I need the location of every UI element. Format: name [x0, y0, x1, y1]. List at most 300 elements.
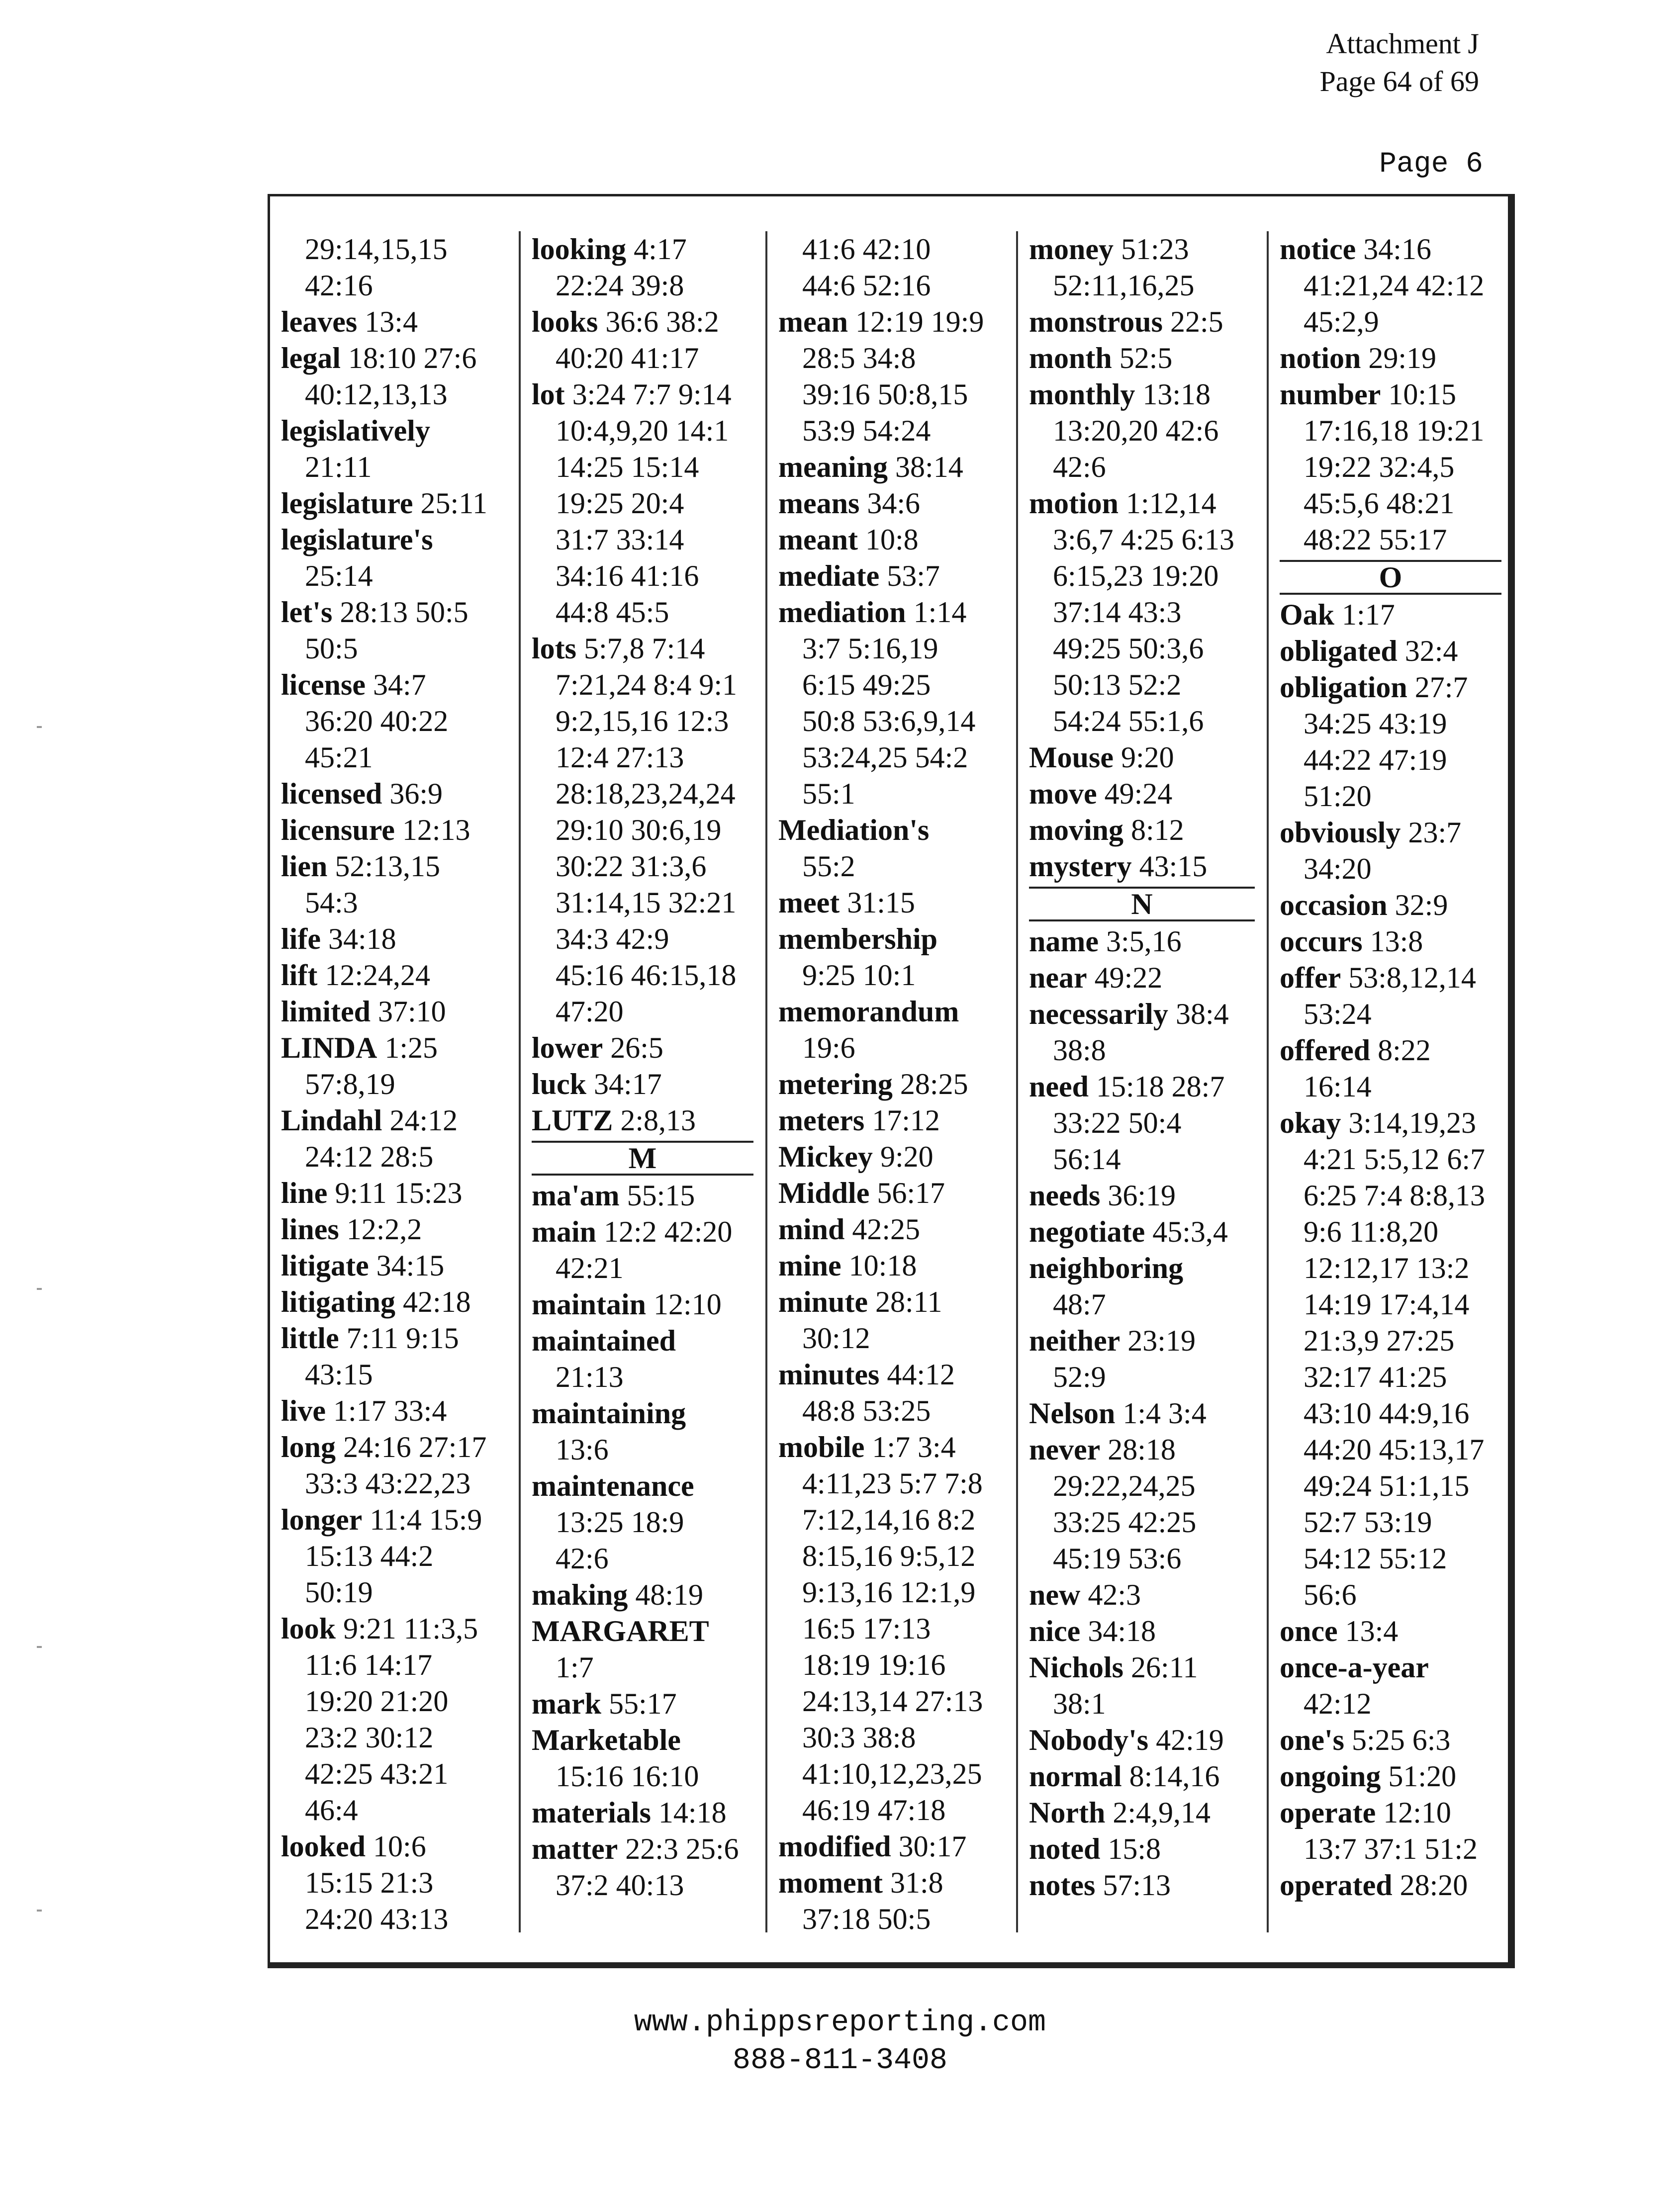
entry-refs: 17:16,18 19:21 [1304, 414, 1485, 447]
entry-refs: 46:19 47:18 [802, 1794, 946, 1826]
index-entry [778, 885, 1014, 921]
entry-refs: 34:18 [1080, 1615, 1156, 1647]
entry-refs: 49:24 51:1,15 [1304, 1469, 1470, 1502]
index-entry [1029, 1178, 1264, 1214]
index-entry [1280, 887, 1510, 923]
index-entry [281, 522, 512, 594]
index-entry [1029, 1649, 1264, 1722]
entry-refs: 42:6 [1053, 451, 1106, 483]
entry-refs: 52:7 53:19 [1304, 1506, 1432, 1539]
margin-mark [37, 1646, 42, 1648]
entry-refs: 36:6 38:2 [598, 305, 719, 338]
index-entry [1029, 1577, 1264, 1613]
index-entry [778, 485, 1014, 522]
entry-word: MARGARET [532, 1615, 709, 1647]
entry-refs: 51:20 [1381, 1760, 1457, 1793]
entry-refs: 13:25 18:9 [556, 1506, 684, 1539]
entry-refs: 31:7 33:14 [556, 523, 684, 556]
entry-refs: 44:20 45:13,17 [1304, 1433, 1485, 1466]
entry-refs: 29:14,15,15 [305, 233, 448, 266]
index-entry [1280, 1758, 1510, 1795]
index-entry [532, 1468, 762, 1577]
index-entry [778, 522, 1014, 558]
entry-word: main [532, 1215, 597, 1248]
index-entry [532, 1795, 762, 1831]
entry-word: ma'am [532, 1179, 620, 1212]
entry-refs: 29:19 [1361, 342, 1437, 374]
entry-word: normal [1029, 1760, 1122, 1793]
index-entry [1280, 376, 1510, 558]
entry-word: near [1029, 961, 1087, 994]
entry-word: North [1029, 1796, 1106, 1829]
entry-refs: 27:7 [1407, 671, 1468, 704]
index-entry [778, 1211, 1014, 1248]
index-entry [1029, 1722, 1264, 1758]
entry-refs: 45:3,4 [1145, 1215, 1228, 1248]
page-of-label: Page 64 of 69 [1319, 65, 1479, 97]
index-entry [1280, 633, 1510, 669]
entry-refs: 55:17 [601, 1687, 677, 1720]
entry-refs: 51:20 [1304, 780, 1372, 813]
entry-word: litigate [281, 1249, 369, 1282]
entry-word: mean [778, 305, 848, 338]
index-entry [778, 1139, 1014, 1175]
entry-word: Nichols [1029, 1651, 1124, 1684]
entry-word: money [1029, 233, 1114, 266]
entry-refs: 13:4 [1337, 1615, 1399, 1647]
index-entry [532, 1831, 762, 1904]
entry-refs: 23:7 [1400, 816, 1462, 849]
entry-word: move [1029, 777, 1097, 810]
entry-refs: 18:19 19:16 [802, 1648, 946, 1681]
entry-refs: 5:7,8 7:14 [576, 632, 705, 665]
entry-refs: 14:18 [651, 1796, 727, 1829]
index-entry [532, 1214, 762, 1286]
entry-refs: 1:7 3:4 [864, 1431, 956, 1463]
entry-word: license [281, 668, 366, 701]
entry-refs: 7:12,14,16 8:2 [802, 1503, 976, 1536]
index-entry [281, 921, 512, 957]
transcript-page-label: Page 6 [1379, 148, 1483, 181]
index-entry [1280, 669, 1510, 815]
index-entry [1029, 1323, 1264, 1395]
entry-refs: 45:16 46:15,18 [556, 959, 737, 992]
index-entry [281, 340, 512, 413]
entry-refs: 10:15 [1381, 378, 1457, 411]
entry-refs: 45:5,6 48:21 [1304, 487, 1455, 520]
index-entry [778, 558, 1014, 594]
entry-word: materials [532, 1796, 651, 1829]
entry-refs: 33:25 42:25 [1053, 1506, 1197, 1539]
entry-refs: 52:13,15 [327, 850, 441, 883]
entry-word: Mickey [778, 1140, 873, 1173]
entry-word: Lindahl [281, 1104, 382, 1137]
entry-refs: 4:21 5:5,12 6:7 [1304, 1143, 1486, 1176]
entry-word: necessarily [1029, 998, 1168, 1030]
entry-refs: 31:14,15 32:21 [556, 886, 737, 919]
entry-word: nice [1029, 1615, 1081, 1647]
entry-refs: 48:8 53:25 [802, 1394, 931, 1427]
index-entry [1029, 812, 1264, 848]
entry-refs: 51:23 [1113, 233, 1189, 266]
entry-refs: 7:21,24 8:4 9:1 [556, 668, 738, 701]
index-entry [1029, 231, 1264, 304]
entry-refs: 15:8 [1100, 1832, 1161, 1865]
entry-refs: 49:24 [1097, 777, 1173, 810]
entry-refs: 45:2,9 [1304, 305, 1379, 338]
entry-refs: 47:20 [556, 995, 624, 1028]
entry-refs: 52:5 [1112, 342, 1173, 374]
entry-refs: 9:13,16 12:1,9 [802, 1576, 976, 1609]
entry-refs: 9:25 10:1 [802, 959, 916, 992]
entry-refs: 24:12 [382, 1104, 458, 1137]
margin-mark [37, 726, 42, 728]
index-entry [778, 449, 1014, 485]
entry-word: Marketable [532, 1724, 681, 1756]
index-entry [532, 304, 762, 376]
index-entry [1280, 1032, 1510, 1105]
entry-refs: 28:18 [1100, 1433, 1176, 1466]
index-entry [281, 1248, 512, 1284]
entry-refs: 22:3 25:6 [618, 1832, 739, 1865]
entry-refs: 42:18 [395, 1285, 471, 1318]
entry-refs: 44:6 52:16 [802, 269, 931, 302]
entry-word: mark [532, 1687, 601, 1720]
entry-word: meaning [778, 451, 888, 483]
entry-refs: 1:25 [377, 1031, 438, 1064]
entry-refs: 1:12,14 [1119, 487, 1216, 520]
entry-word: lines [281, 1213, 339, 1246]
index-entry [1280, 960, 1510, 1032]
entry-refs: 3:14,19,23 [1341, 1106, 1477, 1139]
entry-refs: 34:16 41:16 [556, 559, 699, 592]
entry-refs: 43:15 [1131, 850, 1208, 883]
entry-word: negotiate [1029, 1215, 1145, 1248]
entry-refs: 30:22 31:3,6 [556, 850, 707, 883]
index-entry [281, 994, 512, 1030]
index-entry [1029, 304, 1264, 340]
entry-word: looking [532, 233, 627, 266]
entry-refs: 38:4 [1168, 998, 1229, 1030]
entry-word: mobile [778, 1431, 865, 1463]
index-frame [268, 194, 1515, 1968]
footer [0, 2004, 1680, 2080]
entry-refs: 13:6 [556, 1433, 609, 1466]
entry-word: look [281, 1612, 336, 1645]
entry-refs: 13:8 [1362, 925, 1423, 958]
index-entry [1029, 485, 1264, 739]
entry-refs: 49:22 [1087, 961, 1163, 994]
entry-refs: 8:14,16 [1121, 1760, 1220, 1793]
entry-refs: 40:20 41:17 [556, 342, 699, 374]
index-entry [281, 1828, 512, 1937]
entry-word: meet [778, 886, 840, 919]
entry-refs: 9:20 [1113, 741, 1174, 774]
entry-refs: 5:25 6:3 [1344, 1724, 1451, 1756]
entry-refs: 16:5 17:13 [802, 1612, 931, 1645]
entry-refs: 32:17 41:25 [1304, 1361, 1447, 1393]
entry-refs: 41:21,24 42:12 [1304, 269, 1485, 302]
entry-refs: 56:6 [1304, 1578, 1357, 1611]
entry-word: neither [1029, 1324, 1120, 1357]
entry-refs: 43:10 44:9,16 [1304, 1397, 1470, 1430]
entry-refs: 28:11 [868, 1285, 942, 1318]
entry-refs: 12:10 [646, 1288, 722, 1321]
entry-refs: 32:4 [1397, 635, 1458, 667]
entry-word: live [281, 1394, 326, 1427]
entry-refs: 37:2 40:13 [556, 1869, 684, 1902]
entry-refs: 57:8,19 [305, 1068, 395, 1100]
entry-refs: 10:6 [366, 1830, 426, 1863]
entry-word: Nelson [1029, 1397, 1116, 1430]
index-entry [532, 1686, 762, 1722]
entry-refs: 18:10 27:6 [340, 342, 477, 374]
index-entry [1029, 1395, 1264, 1432]
entry-refs: 2:4,9,14 [1105, 1796, 1211, 1829]
entry-word: motion [1029, 487, 1119, 520]
entry-word: maintained [532, 1324, 676, 1357]
entry-refs: 3:24 7:7 9:14 [564, 378, 732, 411]
index-entry [778, 1066, 1014, 1102]
entry-refs: 42:12 [1304, 1687, 1372, 1720]
index-entry [532, 1577, 762, 1613]
entry-word: membership [778, 922, 937, 955]
entry-refs: 56:17 [869, 1177, 945, 1209]
entry-word: modified [778, 1830, 891, 1863]
entry-refs: 40:12,13,13 [305, 378, 448, 411]
entry-word: metering [778, 1068, 893, 1100]
entry-word: line [281, 1177, 328, 1209]
index-entry [1029, 960, 1264, 996]
entry-word: once-a-year [1280, 1651, 1429, 1684]
entry-word: Oak [1280, 598, 1335, 631]
entry-refs: 8:15,16 9:5,12 [802, 1540, 976, 1572]
entry-refs: 34:15 [369, 1249, 445, 1282]
index-entry [1280, 1722, 1510, 1758]
index-entry [778, 1865, 1014, 1937]
entry-refs: 25:14 [305, 559, 373, 592]
entry-refs: 50:13 52:2 [1053, 668, 1182, 701]
entry-refs: 45:21 [305, 741, 373, 774]
entry-refs: 25:11 [413, 487, 487, 520]
entry-refs: 15:18 28:7 [1089, 1070, 1225, 1103]
index-entry [532, 1323, 762, 1395]
entry-refs: 44:12 [879, 1358, 955, 1391]
index-entry [1029, 340, 1264, 376]
entry-word: new [1029, 1578, 1081, 1611]
entry-refs: 55:1 [802, 777, 855, 810]
index-entry [778, 304, 1014, 449]
entry-word: okay [1280, 1106, 1341, 1139]
entry-word: lot [532, 378, 565, 411]
entry-refs: 12:24,24 [317, 959, 430, 992]
entry-refs: 14:25 15:14 [556, 451, 699, 483]
index-entry [281, 1393, 512, 1429]
entry-refs: 3:7 5:16,19 [802, 632, 938, 665]
entry-word: looks [532, 305, 598, 338]
entry-refs: 24:13,14 27:13 [802, 1685, 983, 1718]
entry-refs: 16:14 [1304, 1070, 1372, 1103]
index-entry [778, 921, 1014, 994]
entry-refs: 54:3 [305, 886, 358, 919]
entry-refs: 24:16 27:17 [336, 1431, 487, 1463]
entry-refs: 36:19 [1100, 1179, 1176, 1212]
index-entry [778, 231, 1014, 304]
entry-refs: 33:22 50:4 [1053, 1106, 1182, 1139]
entry-refs: 1:7 [556, 1651, 594, 1684]
entry-word: noted [1029, 1832, 1101, 1865]
entry-refs: 15:16 16:10 [556, 1760, 699, 1793]
index-entry [281, 1284, 512, 1320]
entry-refs: 43:15 [305, 1358, 373, 1391]
index-column-3 [765, 231, 1014, 1935]
entry-refs: 12:10 [1376, 1796, 1451, 1829]
index-entry [1029, 1250, 1264, 1323]
entry-word: Mediation's [778, 814, 930, 846]
entry-refs: 34:20 [1304, 852, 1372, 885]
index-entry [1029, 1432, 1264, 1577]
entry-word: needs [1029, 1179, 1101, 1212]
entry-refs: 38:14 [888, 451, 963, 483]
entry-refs: 34:17 [586, 1068, 662, 1100]
index-entry [281, 957, 512, 994]
index-entry [1280, 1867, 1510, 1904]
entry-refs: 4:17 [626, 233, 687, 266]
index-entry [1280, 1795, 1510, 1867]
margin-mark [37, 1288, 42, 1290]
entry-word: luck [532, 1068, 587, 1100]
entry-word: long [281, 1431, 336, 1463]
entry-refs: 28:25 [892, 1068, 968, 1100]
entry-refs: 26:11 [1123, 1651, 1198, 1684]
entry-refs: 24:20 43:13 [305, 1903, 449, 1935]
entry-word: licensed [281, 777, 382, 810]
entry-word: lift [281, 959, 318, 992]
entry-refs: 3:5,16 [1098, 925, 1182, 958]
index-entry [1029, 739, 1264, 776]
entry-refs: 28:13 50:5 [332, 596, 468, 629]
entry-refs: 31:8 [882, 1866, 943, 1899]
entry-refs: 48:19 [628, 1578, 704, 1611]
index-entry [1029, 1831, 1264, 1867]
entry-refs: 53:24,25 54:2 [802, 741, 968, 774]
entry-refs: 30:17 [891, 1830, 967, 1863]
entry-refs: 34:7 [365, 668, 426, 701]
entry-word: legal [281, 342, 341, 374]
index-entry [281, 1211, 512, 1248]
entry-refs: 13:20,20 42:6 [1053, 414, 1219, 447]
index-entry [778, 1429, 1014, 1828]
entry-refs: 7:11 9:15 [339, 1322, 459, 1355]
index-entry [281, 413, 512, 485]
index-entry [281, 1030, 512, 1102]
footer-website: www.phippsreporting.com [634, 2006, 1046, 2040]
entry-word: name [1029, 925, 1099, 958]
entry-word: obligation [1280, 671, 1407, 704]
entry-refs: 53:7 [879, 559, 940, 592]
entry-refs: 30:3 38:8 [802, 1721, 916, 1754]
index-entry [1029, 376, 1264, 485]
index-entry [778, 812, 1014, 885]
entry-refs: 42:25 43:21 [305, 1757, 449, 1790]
entry-refs: 29:10 30:6,19 [556, 814, 722, 846]
entry-refs: 38:8 [1053, 1034, 1106, 1067]
entry-word: once [1280, 1615, 1338, 1647]
entry-refs: 37:14 43:3 [1053, 596, 1182, 629]
entry-refs: 1:14 [906, 596, 967, 629]
attachment-label: Attachment J [1326, 27, 1479, 60]
entry-refs: 53:24 [1304, 998, 1372, 1030]
entry-refs: 50:19 [305, 1576, 373, 1609]
entry-refs: 15:15 21:3 [305, 1866, 434, 1899]
entry-refs: 42:3 [1080, 1578, 1141, 1611]
entry-refs: 13:4 [357, 305, 418, 338]
index-entry [532, 1102, 762, 1139]
entry-refs: 53:9 54:24 [802, 414, 931, 447]
entry-word: meters [778, 1104, 865, 1137]
entry-refs: 34:25 43:19 [1304, 707, 1447, 740]
entry-refs: 19:25 20:4 [556, 487, 684, 520]
index-entry [1029, 1069, 1264, 1178]
entry-refs: 19:20 21:20 [305, 1685, 449, 1718]
index-entry [281, 594, 512, 667]
entry-word: let's [281, 596, 333, 629]
entry-refs: 9:20 [872, 1140, 933, 1173]
index-entry [1029, 923, 1264, 960]
index-entry [1029, 848, 1264, 885]
entry-refs: 33:3 43:22,23 [305, 1467, 471, 1500]
index-entry [1029, 1214, 1264, 1250]
entry-word: lien [281, 850, 328, 883]
index-entry [281, 848, 512, 921]
entry-word: offer [1280, 961, 1341, 994]
index-entry [532, 376, 762, 631]
entry-refs: 34:18 [320, 922, 396, 955]
entry-word: meant [778, 523, 858, 556]
index-entry [281, 667, 512, 776]
entry-refs: 13:18 [1135, 378, 1211, 411]
entry-refs: 12:13 [394, 814, 470, 846]
entry-refs: 4:11,23 5:7 7:8 [802, 1467, 983, 1500]
index-entry [1280, 1105, 1510, 1613]
entry-refs: 10:4,9,20 14:1 [556, 414, 729, 447]
index-entry [281, 231, 512, 304]
entry-word: ongoing [1280, 1760, 1381, 1793]
entry-word: mind [778, 1213, 845, 1246]
entry-refs: 22:5 [1162, 305, 1223, 338]
entry-refs: 6:25 7:4 8:8,13 [1304, 1179, 1486, 1212]
index-entry [1280, 340, 1510, 376]
entry-word: neighboring [1029, 1252, 1184, 1284]
entry-refs: 21:13 [556, 1361, 624, 1393]
index-entry [778, 1175, 1014, 1211]
index-entry [1029, 1758, 1264, 1795]
entry-refs: 8:12 [1123, 814, 1184, 846]
index-entry [281, 1611, 512, 1828]
entry-word: life [281, 922, 321, 955]
entry-refs: 31:15 [840, 886, 915, 919]
entry-refs: 13:7 37:1 51:2 [1304, 1832, 1478, 1865]
entry-refs: 9:2,15,16 12:3 [556, 705, 729, 737]
entry-refs: 10:18 [841, 1249, 917, 1282]
entry-word: Middle [778, 1177, 870, 1209]
entry-refs: 45:19 53:6 [1053, 1542, 1182, 1575]
entry-word: lots [532, 632, 576, 665]
entry-refs: 1:17 [1334, 598, 1395, 631]
entry-refs: 17:12 [864, 1104, 940, 1137]
entry-refs: 42:6 [556, 1542, 609, 1575]
index-entry [778, 594, 1014, 812]
